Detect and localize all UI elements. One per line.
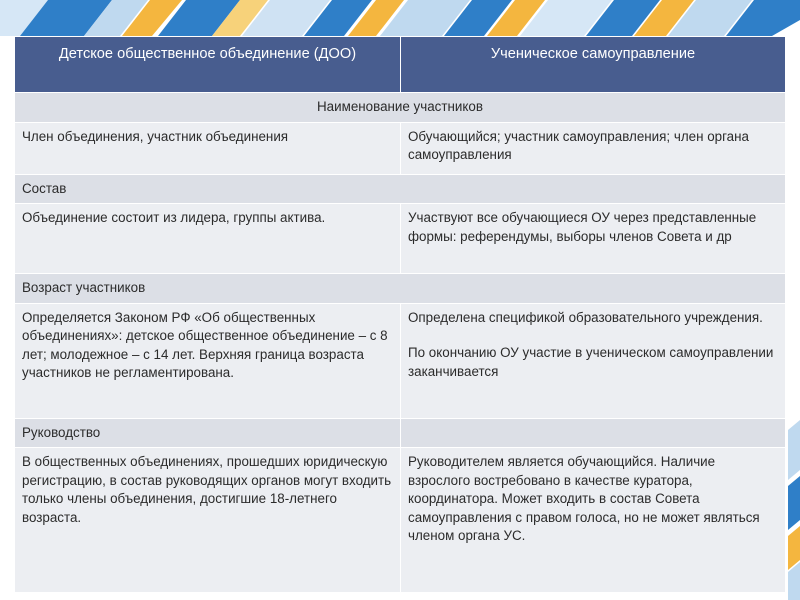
participants-self-gov-cell: Обучающийся; участник самоуправления; член органа самоуправления [401,122,786,174]
comparison-table [14,36,786,593]
age-row [15,303,786,418]
leadership-label-row [15,418,786,448]
age-label: Возраст участников [15,274,786,304]
age-label-row [15,274,786,304]
participants-heading: Наименование участников [15,93,786,123]
age-doo-cell: Определяется Законом РФ «Об общественных объединениях»: детское общественное объединение – с 8 лет; молодежное – с 14 лет. Верхняя граница возраста участников не регламентирована. [15,303,401,418]
participants-doo-cell: Член объединения, участник объединения [15,122,401,174]
age-self-gov-paragraph-1: Определена спецификой образовательного учреждения. [408,309,763,325]
paragraph-gap [408,327,778,344]
composition-row [15,204,786,274]
composition-doo-cell: Объединение состоит из лидера, группы актива. [15,204,401,274]
leadership-self-gov-cell: Руководителем является обучающийся. Наличие взрослого востребовано в качестве куратора, координатора. Может входить в состав Совета самоуправления с правом голоса, но не может являться членом органа УС. [401,448,786,593]
leadership-doo-cell: В общественных объединениях, прошедших юридическую регистрацию, в состав руководящих органов могут входить только члены объединения, достигшие 18-летнего возраста. [15,448,401,593]
leadership-label: Руководство [15,418,401,448]
composition-self-gov-cell: Участвуют все обучающиеся ОУ через представленные формы: референдумы, выборы членов Совета и др [401,204,786,274]
right-stripe-pattern [788,420,800,600]
table-header-row [15,37,786,93]
top-stripe-pattern [0,0,800,36]
participants-heading-row [15,93,786,123]
composition-label-row [15,174,786,204]
header-doo: Детское общественное объединение (ДОО) [15,37,401,93]
participants-row [15,122,786,174]
age-self-gov-paragraph-2: По окончанию ОУ участие в ученическом самоуправлении заканчивается [408,345,774,379]
age-self-gov-cell [401,303,786,418]
leadership-label-empty [401,418,786,448]
header-self-government: Ученическое самоуправление [401,37,786,93]
leadership-row [15,448,786,593]
composition-label: Состав [15,174,786,204]
